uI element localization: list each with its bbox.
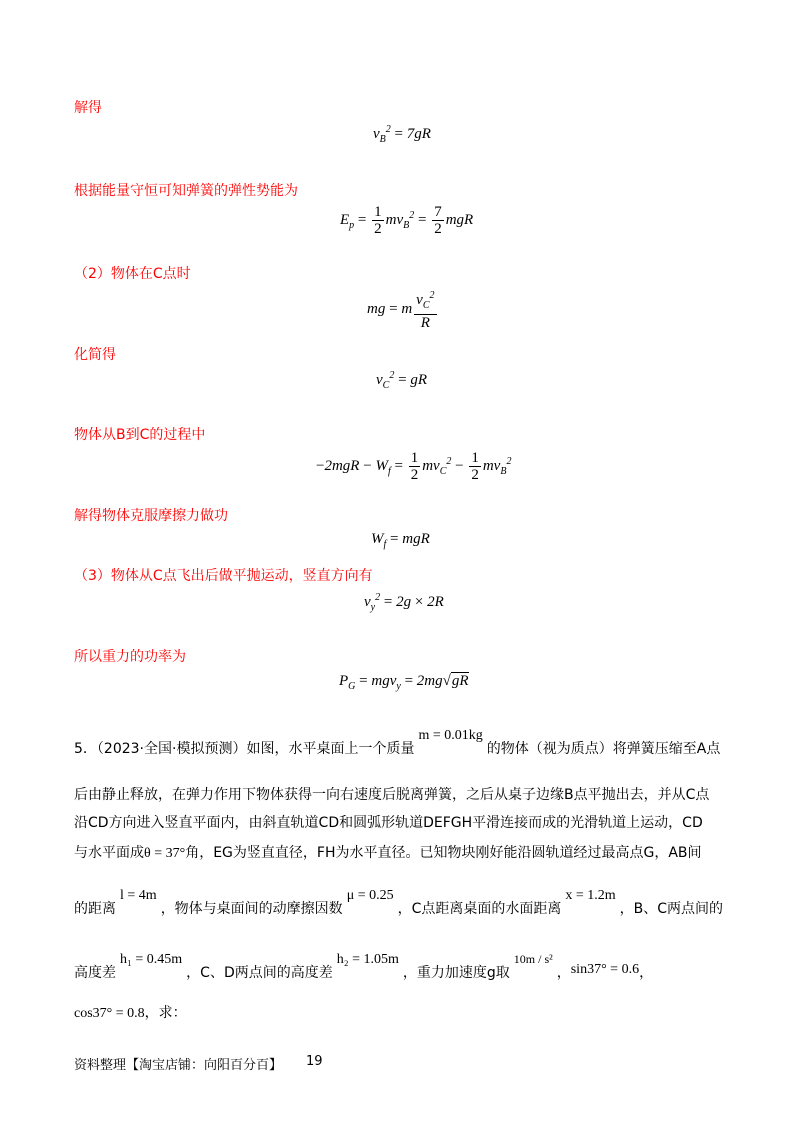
problem-text: 的物体（视为质点）将弹簧压缩至A点 [486,741,721,757]
solution-label-3: （2）物体在C点时 [74,266,191,282]
equation-vy: $v_y^2 = 2g \times 2R$ [364,592,444,613]
problem-text: 角，EG为竖直直径，FH为水平直径。已知物块刚好能沿圆轨道经过最高点G，AB间 [185,845,702,861]
problem-line-4 [74,842,702,862]
mass-value: m = 0.01kg [418,728,483,743]
h1-value: h₁ = 0.45m [120,952,183,967]
footer-credit: 资料整理【淘宝店铺：向阳百分百】 [74,1058,283,1073]
problem-text: ，物体与桌面间的动摩擦因数 [160,901,343,917]
problem-line-6 [74,952,654,982]
problem-line-1 [74,728,721,758]
equation-ep: $E_p$ = $\frac{1}{2}$ $mv_B^2$ = $\frac{7}{2}$ mgR [340,204,474,237]
equation-vc-squared: $v_C^2$ = gR [376,370,427,391]
solution-label-8: 所以重力的功率为 [74,649,186,665]
problem-text: ，求： [144,1005,187,1021]
problem-line-3: 沿CD方向进入竖直平面内，由斜直轨道CD和圆弧形轨道DEFGH平滑连接而成的光滑轨道上运动，CD [74,815,703,831]
cos37-value: cos37° = 0.8 [74,1006,145,1021]
problem-text: 高度差 [74,965,116,981]
solution-label-7: （3）物体从C点飞出后做平抛运动，竖直方向有 [74,568,373,584]
solution-label-1: 解得 [74,100,102,116]
problem-line-2: 后由静止释放，在弹力作用下物体获得一向右速度后脱离弹簧，之后从桌子边缘B点平抛出去，并从C点 [74,787,710,803]
equation-power: $P_G = mgv_y = 2mg√gR$ [339,673,469,692]
page-number: 19 [306,1054,323,1069]
equation-wf: $W_f$ = mgR [371,531,430,550]
problem-text: ，重力加速度g取 [402,965,510,981]
problem-text: ， [639,965,654,981]
problem-line-5 [74,888,724,918]
problem-text: ，C点距离桌面的水面距离 [397,901,562,917]
equation-vb-squared: $v_B^2 = 7gR$ [373,124,431,145]
problem-text: ，C、D两点间的高度差 [186,965,333,981]
problem-line-7 [74,1002,187,1022]
problem-text: ，B、C两点间的 [619,901,724,917]
problem-text: 如图，水平桌面上一个质量 [246,741,415,757]
problem-text: ， [556,965,571,981]
problem-text: 的距离 [74,901,116,917]
length-value: l = 4m [120,888,157,903]
sin37-value: sin37° = 0.6 [570,962,640,977]
x-distance: x = 1.2m [565,888,616,903]
friction-coefficient: μ = 0.25 [346,888,394,903]
problem-number: 5． [74,741,97,757]
equation-mg: mg = m $\frac{v_C^2}{R}$ [367,290,435,331]
solution-label-6: 解得物体克服摩擦力做功 [74,508,228,524]
theta-value: θ = 37° [144,846,186,861]
problem-source: （2023·全国·模拟预测） [96,741,247,757]
solution-label-5: 物体从B到C的过程中 [74,427,206,443]
equation-work-energy: $-2mgR - W_f$ = $\frac{1}{2}$ $mv_C^2$ − $\frac{1}{2}$ $mv_B^2$ [316,450,512,483]
problem-text: 与水平面成 [74,845,144,861]
gravity-value: 10m / s² [513,952,553,966]
h2-value: h₂ = 1.05m [336,952,399,967]
solution-label-4: 化简得 [74,347,116,363]
solution-label-2: 根据能量守恒可知弹簧的弹性势能为 [74,183,298,199]
